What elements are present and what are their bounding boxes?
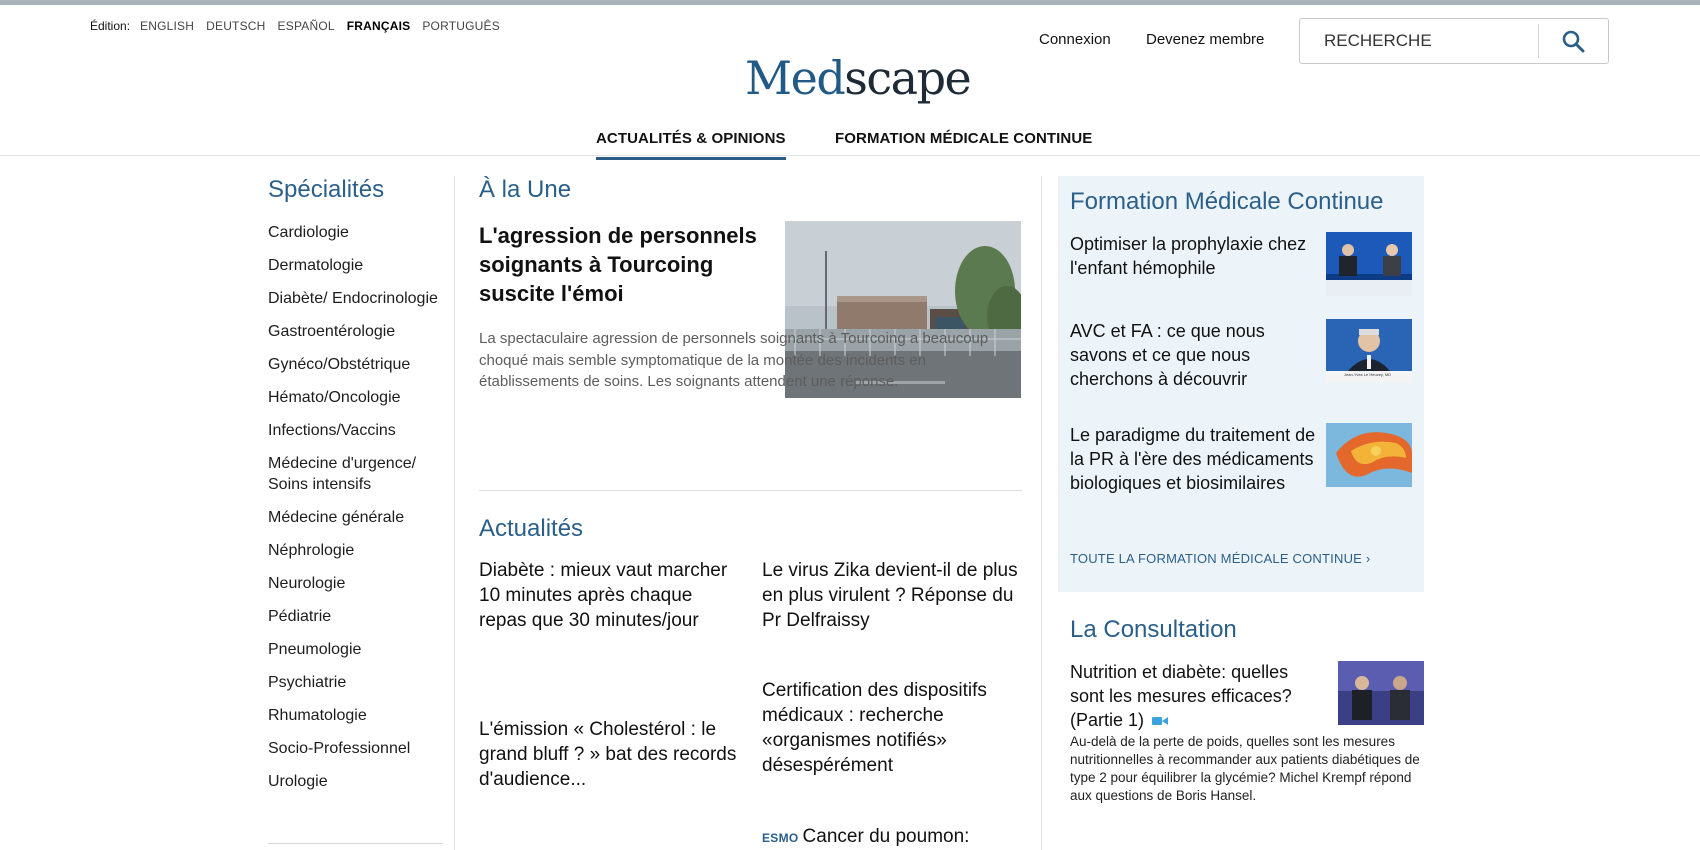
- top-accent-bar: [0, 0, 1700, 5]
- specialty-item[interactable]: Médecine d'urgence/ Soins intensifs: [268, 455, 417, 493]
- consultation-title: La Consultation: [1070, 616, 1237, 643]
- logo-part-scape: scape: [844, 51, 971, 105]
- specialty-item[interactable]: Pneumologie: [268, 641, 362, 658]
- specialty-item[interactable]: Neurologie: [268, 575, 346, 592]
- specialty-item[interactable]: Diabète/ Endocrinologie: [268, 290, 438, 307]
- thumb-caption: Jean-Yves Le Heuzey, MD: [1344, 372, 1392, 377]
- specialty-item[interactable]: Socio-Professionnel: [268, 740, 411, 757]
- fmc-item[interactable]: Optimiser la prophylaxie chez l'enfant hémophile: [1070, 234, 1307, 278]
- specialty-item[interactable]: Gastroentérologie: [268, 323, 396, 340]
- abstract-cells-icon: [1326, 423, 1412, 487]
- specialties-list: [268, 222, 448, 804]
- search-box: [1299, 18, 1609, 64]
- register-link[interactable]: Devenez membre: [1146, 31, 1265, 48]
- specialty-item[interactable]: Infections/Vaccins: [268, 422, 396, 439]
- une-divider: [479, 490, 1022, 491]
- fmc-thumb-avc[interactable]: [1326, 319, 1412, 383]
- specialties-divider: [268, 843, 443, 844]
- specialty-item[interactable]: Médecine générale: [268, 509, 405, 526]
- fmc-title: Formation Médicale Continue: [1070, 188, 1384, 215]
- fmc-item[interactable]: Le paradigme du traitement de la PR à l'ère des médicaments biologiques et biosimilaires: [1070, 425, 1316, 493]
- specialty-item[interactable]: Pédiatrie: [268, 608, 332, 625]
- specialties-title: Spécialités: [268, 176, 385, 203]
- une-title: À la Une: [479, 176, 572, 203]
- actualites-title: Actualités: [479, 515, 584, 542]
- logo-part-med: Med: [745, 51, 845, 105]
- video-interview-icon: [1338, 661, 1424, 725]
- consultation-headline[interactable]: [1070, 660, 1320, 732]
- specialty-item[interactable]: Urologie: [268, 773, 328, 790]
- specialty-item[interactable]: Psychiatrie: [268, 674, 347, 691]
- tab-actualites-opinions[interactable]: ACTUALITÉS & OPINIONS: [596, 130, 786, 147]
- news-item-text: Cancer du poumon:: [802, 826, 970, 847]
- specialty-item[interactable]: Dermatologie: [268, 257, 364, 274]
- video-studio-icon: [1326, 232, 1412, 296]
- news-item-esmo[interactable]: [762, 824, 1022, 850]
- tab-formation-medicale[interactable]: FORMATION MÉDICALE CONTINUE: [835, 130, 1093, 147]
- fmc-thumb-pr[interactable]: [1326, 423, 1412, 487]
- news-item[interactable]: Certification des dispositifs médicaux : recherche «organismes notifiés» désespérément: [762, 680, 987, 776]
- login-link[interactable]: Connexion: [1039, 31, 1111, 48]
- column-divider-left: [454, 176, 455, 850]
- specialty-item[interactable]: Gynéco/Obstétrique: [268, 356, 411, 373]
- search-button[interactable]: [1539, 19, 1608, 63]
- fmc-thumb-hemophilie[interactable]: [1326, 232, 1412, 296]
- lang-english[interactable]: ENGLISH: [140, 19, 195, 33]
- search-icon: [1561, 29, 1585, 53]
- edition-label: Édition:: [90, 19, 131, 33]
- lang-portugues[interactable]: PORTUGUÊS: [422, 19, 500, 33]
- lang-espanol[interactable]: ESPAÑOL: [277, 19, 335, 33]
- consultation-thumb[interactable]: [1338, 661, 1424, 725]
- fmc-all-link[interactable]: TOUTE LA FORMATION MÉDICALE CONTINUE ›: [1070, 551, 1371, 566]
- specialty-item[interactable]: Néphrologie: [268, 542, 355, 559]
- esmo-tag: ESMO: [762, 831, 799, 845]
- news-item[interactable]: Le virus Zika devient-il de plus en plus virulent ? Réponse du Pr Delfraissy: [762, 560, 1018, 631]
- column-divider-right: [1041, 176, 1042, 850]
- news-item[interactable]: L'émission « Cholestérol : le grand bluff ? » bat des records d'audience...: [479, 719, 737, 790]
- news-item[interactable]: Diabète : mieux vaut marcher 10 minutes après chaque repas que 30 minutes/jour: [479, 560, 728, 631]
- medscape-logo[interactable]: [745, 51, 971, 105]
- consultation-description: Au-delà de la perte de poids, quelles sont les mesures nutritionnelles à recommander aux patients diabétiques de type 2 pour équilibrer la glycémie? Michel Krempf répond aux questions de Boris Hansel.: [1070, 734, 1420, 803]
- lang-francais[interactable]: FRANÇAIS: [346, 19, 411, 33]
- consultation-headline-text: Nutrition et diabète: quelles sont les mesures efficaces? (Partie 1): [1070, 662, 1292, 730]
- specialty-item[interactable]: Hémato/Oncologie: [268, 389, 401, 406]
- une-headline[interactable]: L'agression de personnels soignants à Tourcoing suscite l'émoi: [479, 223, 757, 306]
- specialty-item[interactable]: Rhumatologie: [268, 707, 367, 724]
- video-icon: [1152, 715, 1168, 727]
- search-input[interactable]: [1300, 21, 1538, 61]
- une-description: La spectaculaire agression de personnels soignants à Tourcoing a beaucoup choqué mais semble symptomatique de la montée des incidents en établissements de soins. Les soignants attendent une réponse.: [479, 330, 989, 390]
- nav-divider: [0, 155, 1700, 156]
- lang-deutsch[interactable]: DEUTSCH: [206, 19, 266, 33]
- edition-selector: [90, 19, 512, 33]
- specialty-item[interactable]: Cardiologie: [268, 224, 349, 241]
- fmc-item[interactable]: AVC et FA : ce que nous savons et ce que nous cherchons à découvrir: [1070, 321, 1265, 389]
